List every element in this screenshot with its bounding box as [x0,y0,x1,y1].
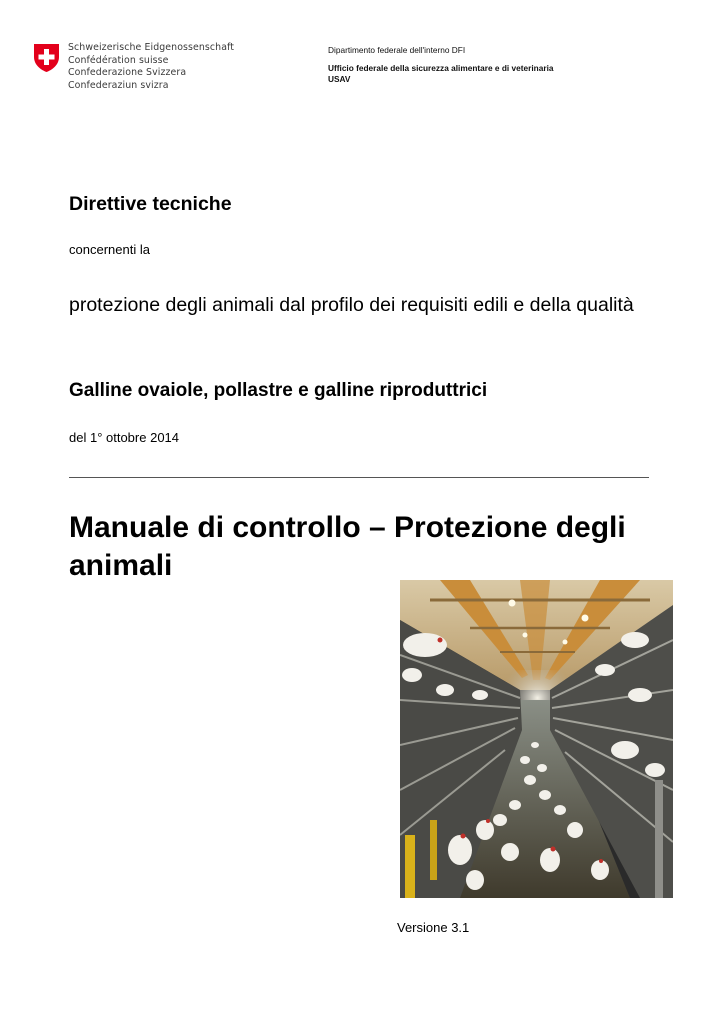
confederation-line-fr: Confédération suisse [68,54,169,66]
confederation-names [68,42,234,92]
document-subject: protezione degli animali dal profilo dei requisiti edili e della qualità [69,294,634,316]
department-name: Dipartimento federale dell'interno DFI [328,45,466,55]
document-category: Galline ovaiole, pollastre e galline riproduttrici [69,380,488,401]
confederation-line-it: Confederazione Svizzera [68,67,187,78]
poultry-barn-photo [400,580,673,898]
confederation-line-rm: Confederaziun svizra [68,79,169,91]
manual-title: Manuale di controllo – Protezione degli animali [69,511,626,582]
concerning-text: concernenti la [69,242,150,257]
confederation-line-de: Schweizerische Eidgenossenschaft [68,42,235,53]
document-heading: Direttive tecniche [69,193,232,215]
swiss-crest-icon [33,43,60,73]
divider [69,477,649,478]
document-version: Versione 3.1 [397,920,470,935]
office-name: Ufficio federale della sicurezza alimentare e di veterinaria USAV [328,63,554,84]
document-date: del 1° ottobre 2014 [69,430,180,445]
